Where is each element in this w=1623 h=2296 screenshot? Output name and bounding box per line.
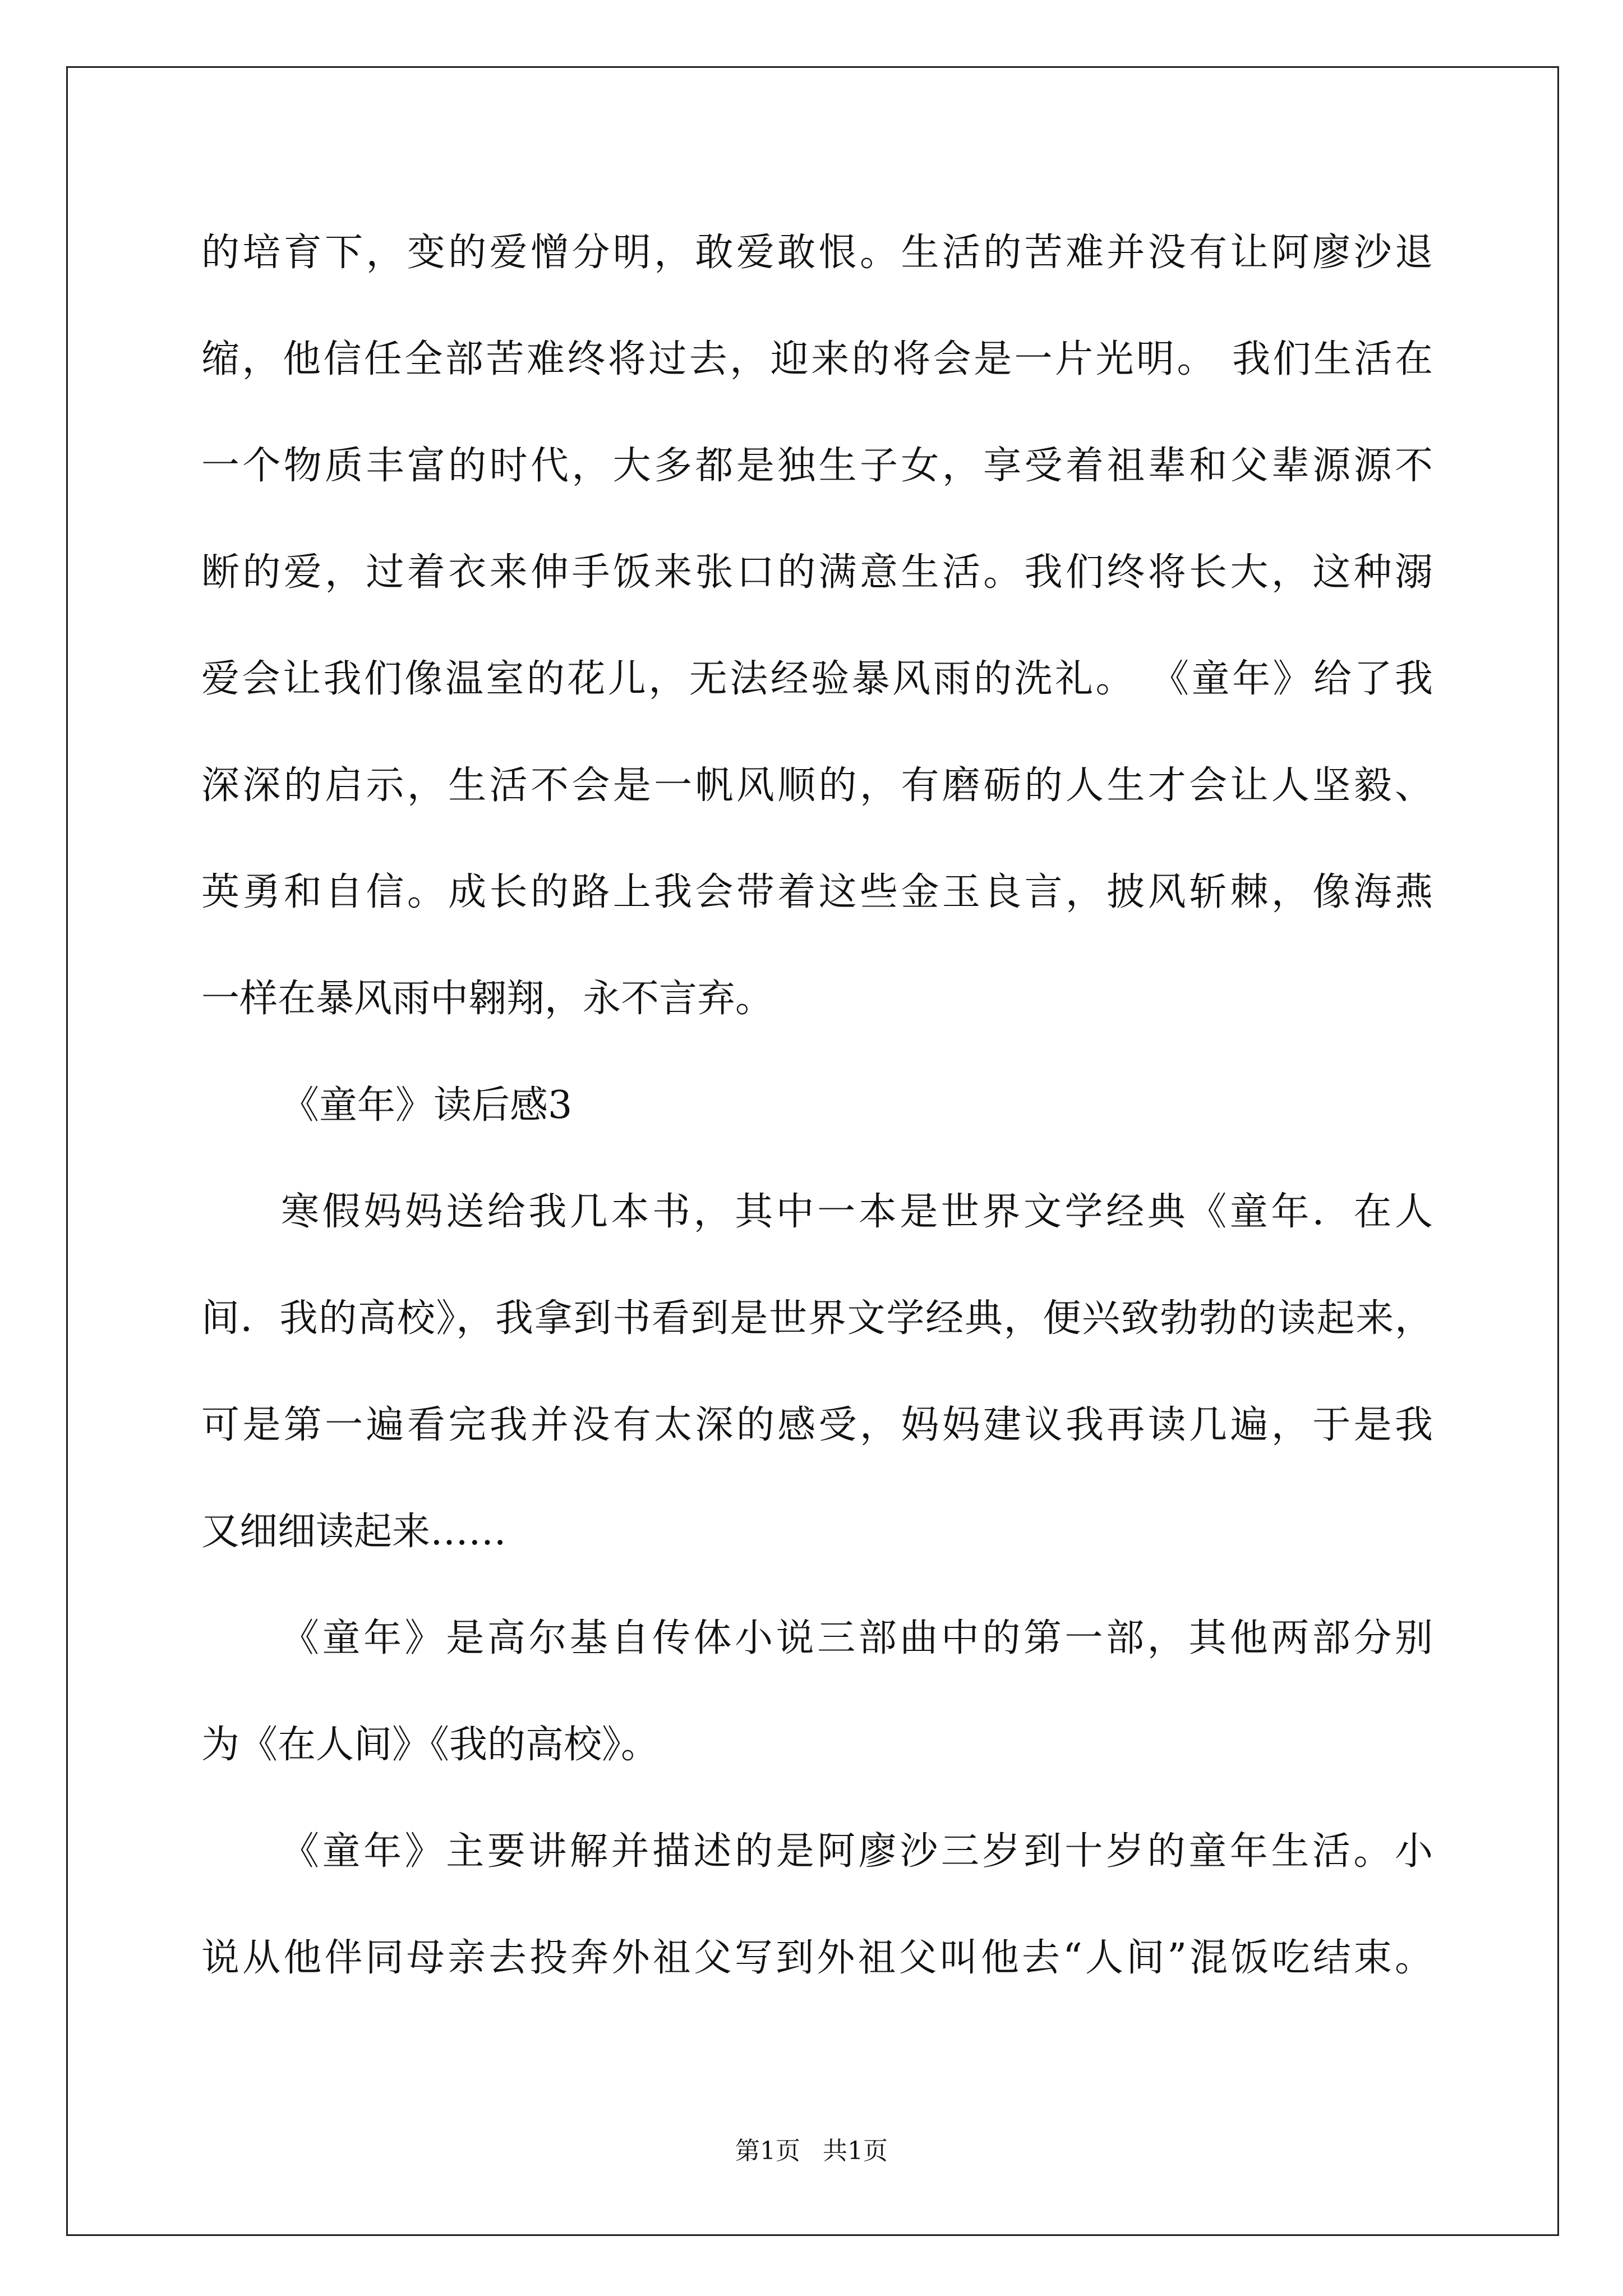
page-total: 共1页 xyxy=(823,2137,888,2165)
text-line: 一个物质丰富的时代，大多都是独生子女，享受着祖辈和父辈源源不 xyxy=(201,444,1433,488)
text-line: 说从他伴同母亲去投奔外祖父写到外祖父叫他去“人间”混饭吃结束。 xyxy=(201,1936,1433,1980)
text-line: 可是第一遍看完我并没有太深的感受，妈妈建议我再读几遍，于是我 xyxy=(201,1403,1433,1447)
text-line: 爱会让我们像温室的花儿，无法经验暴风雨的洗礼。 《童年》给了我 xyxy=(201,657,1433,701)
text-line: 深深的启示，生活不会是一帆风顺的，有磨砺的人生才会让人坚毅、 xyxy=(201,763,1433,808)
section-heading: 《童年》读后感3 xyxy=(281,1083,573,1128)
text-line: 一样在暴风雨中翱翔，永不言弃。 xyxy=(201,977,774,1021)
text-line: 断的爱，过着衣来伸手饭来张口的满意生活。我们终将长大，这种溺 xyxy=(201,550,1433,595)
text-line: 间．我的高校》，我拿到书看到是世界文学经典，便兴致勃勃的读起来， xyxy=(201,1296,1433,1341)
text-line: 又细细读起来…… xyxy=(201,1510,507,1554)
text-line: 为《在人间》《我的高校》。 xyxy=(201,1723,660,1767)
text-line: 《童年》主要讲解并描述的是阿廖沙三岁到十岁的童年生活。小 xyxy=(281,1829,1433,1874)
text-line: 缩，他信任全部苦难终将过去，迎来的将会是一片光明。 我们生活在 xyxy=(201,337,1433,381)
text-line: 寒假妈妈送给我几本书，其中一本是世界文学经典《童年．在人 xyxy=(281,1190,1433,1234)
text-line: 英勇和自信。成长的路上我会带着这些金玉良言，披风斩棘，像海燕 xyxy=(201,870,1433,914)
text-line: 《童年》是高尔基自传体小说三部曲中的第一部，其他两部分别 xyxy=(281,1616,1433,1660)
page-number: 第1页 xyxy=(735,2137,800,2165)
page-footer xyxy=(0,2134,1623,2168)
text-line: 的培育下，变的爱憎分明，敢爱敢恨。生活的苦难并没有让阿廖沙退 xyxy=(201,231,1433,275)
